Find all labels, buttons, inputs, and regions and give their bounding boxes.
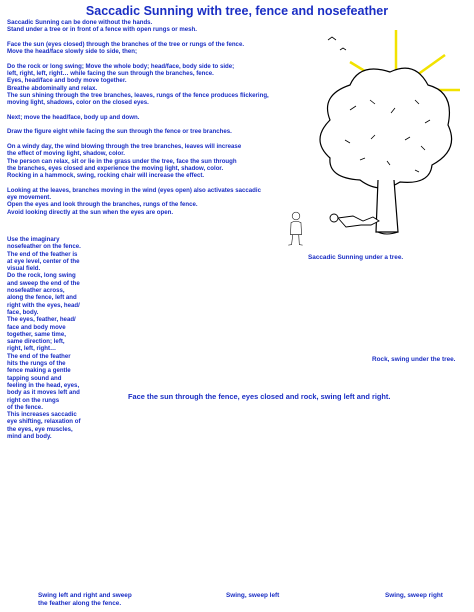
page-title: Saccadic Sunning with tree, fence and nosefeather — [85, 4, 389, 18]
paragraph: Face the sun (eyes closed) through the branches of the tree or rungs of the fence. Move the head/face slowly side to side, then; — [7, 40, 245, 56]
panel-mid-caption: Swing, sweep left — [226, 592, 280, 599]
fence-row-caption: Face the sun through the fence, eyes closed and rock, swing left and right. — [128, 392, 391, 401]
paragraph: On a windy day, the wind blowing through the tree branches, leaves will increase the effect of moving light, shadow, color. The person can relax, sit or lie in the grass under the tree, face the sun through the branches, eyes closed and experience the moving light, shadow, color. Rocking in a hammock, swing, rocking chair will increase the effect. — [7, 143, 242, 180]
panel-right-caption: Swing, sweep right — [385, 592, 443, 599]
feather-text: Use the imaginary nosefeather on the fence. The end of the feather is at eye level, center of the visual field. Do the rock, long swing and sweep the end of the nosefeather across, along the fence, left and right with the eyes, head/ face, body. The eyes, feather, head/ face and body move together, same time, same direction; left, right, left, right… The end of the feather hits the rungs of the fence making a gentle tapping sound and feeling in the head, eyes, body as it moves left and right on the rungs of the fence. This increases saccadic eye shifting, relaxation of the eyes, eye muscles, mind and body. — [7, 236, 81, 441]
paragraph: Looking at the leaves, branches moving in the wind (eyes open) also activates saccadic eye movement. Open the eyes and look through the branches, rungs of the fence. Avoid looking directly at the sun when the eyes are open. — [7, 186, 261, 216]
tree-scene — [288, 30, 460, 245]
paragraph: Next; move the head/face, body up and down. — [7, 113, 140, 121]
paragraph: Draw the figure eight while facing the sun through the fence or tree branches. — [7, 128, 232, 136]
tree-caption: Saccadic Sunning under a tree. — [308, 254, 404, 261]
swing-caption: Rock, swing under the tree. — [372, 356, 456, 363]
paragraph: Do the rock or long swing; Move the whole body; head/face, body side to side; left, right, left, right… while facing the sun through the branches, fence. Eyes, head/face and body move together. Breathe abdominally and relax. The sun shining through the tree branches, leaves, rungs of the fence produces flickering, moving light, shadows, color on the closed eyes. — [7, 62, 269, 107]
panel-left-caption: Swing left and right and sweep the feather along the fence. — [38, 592, 132, 607]
paragraph: Saccadic Sunning can be done without the hands. Stand under a tree or in front of a fence with open rungs or mesh. — [7, 19, 197, 34]
